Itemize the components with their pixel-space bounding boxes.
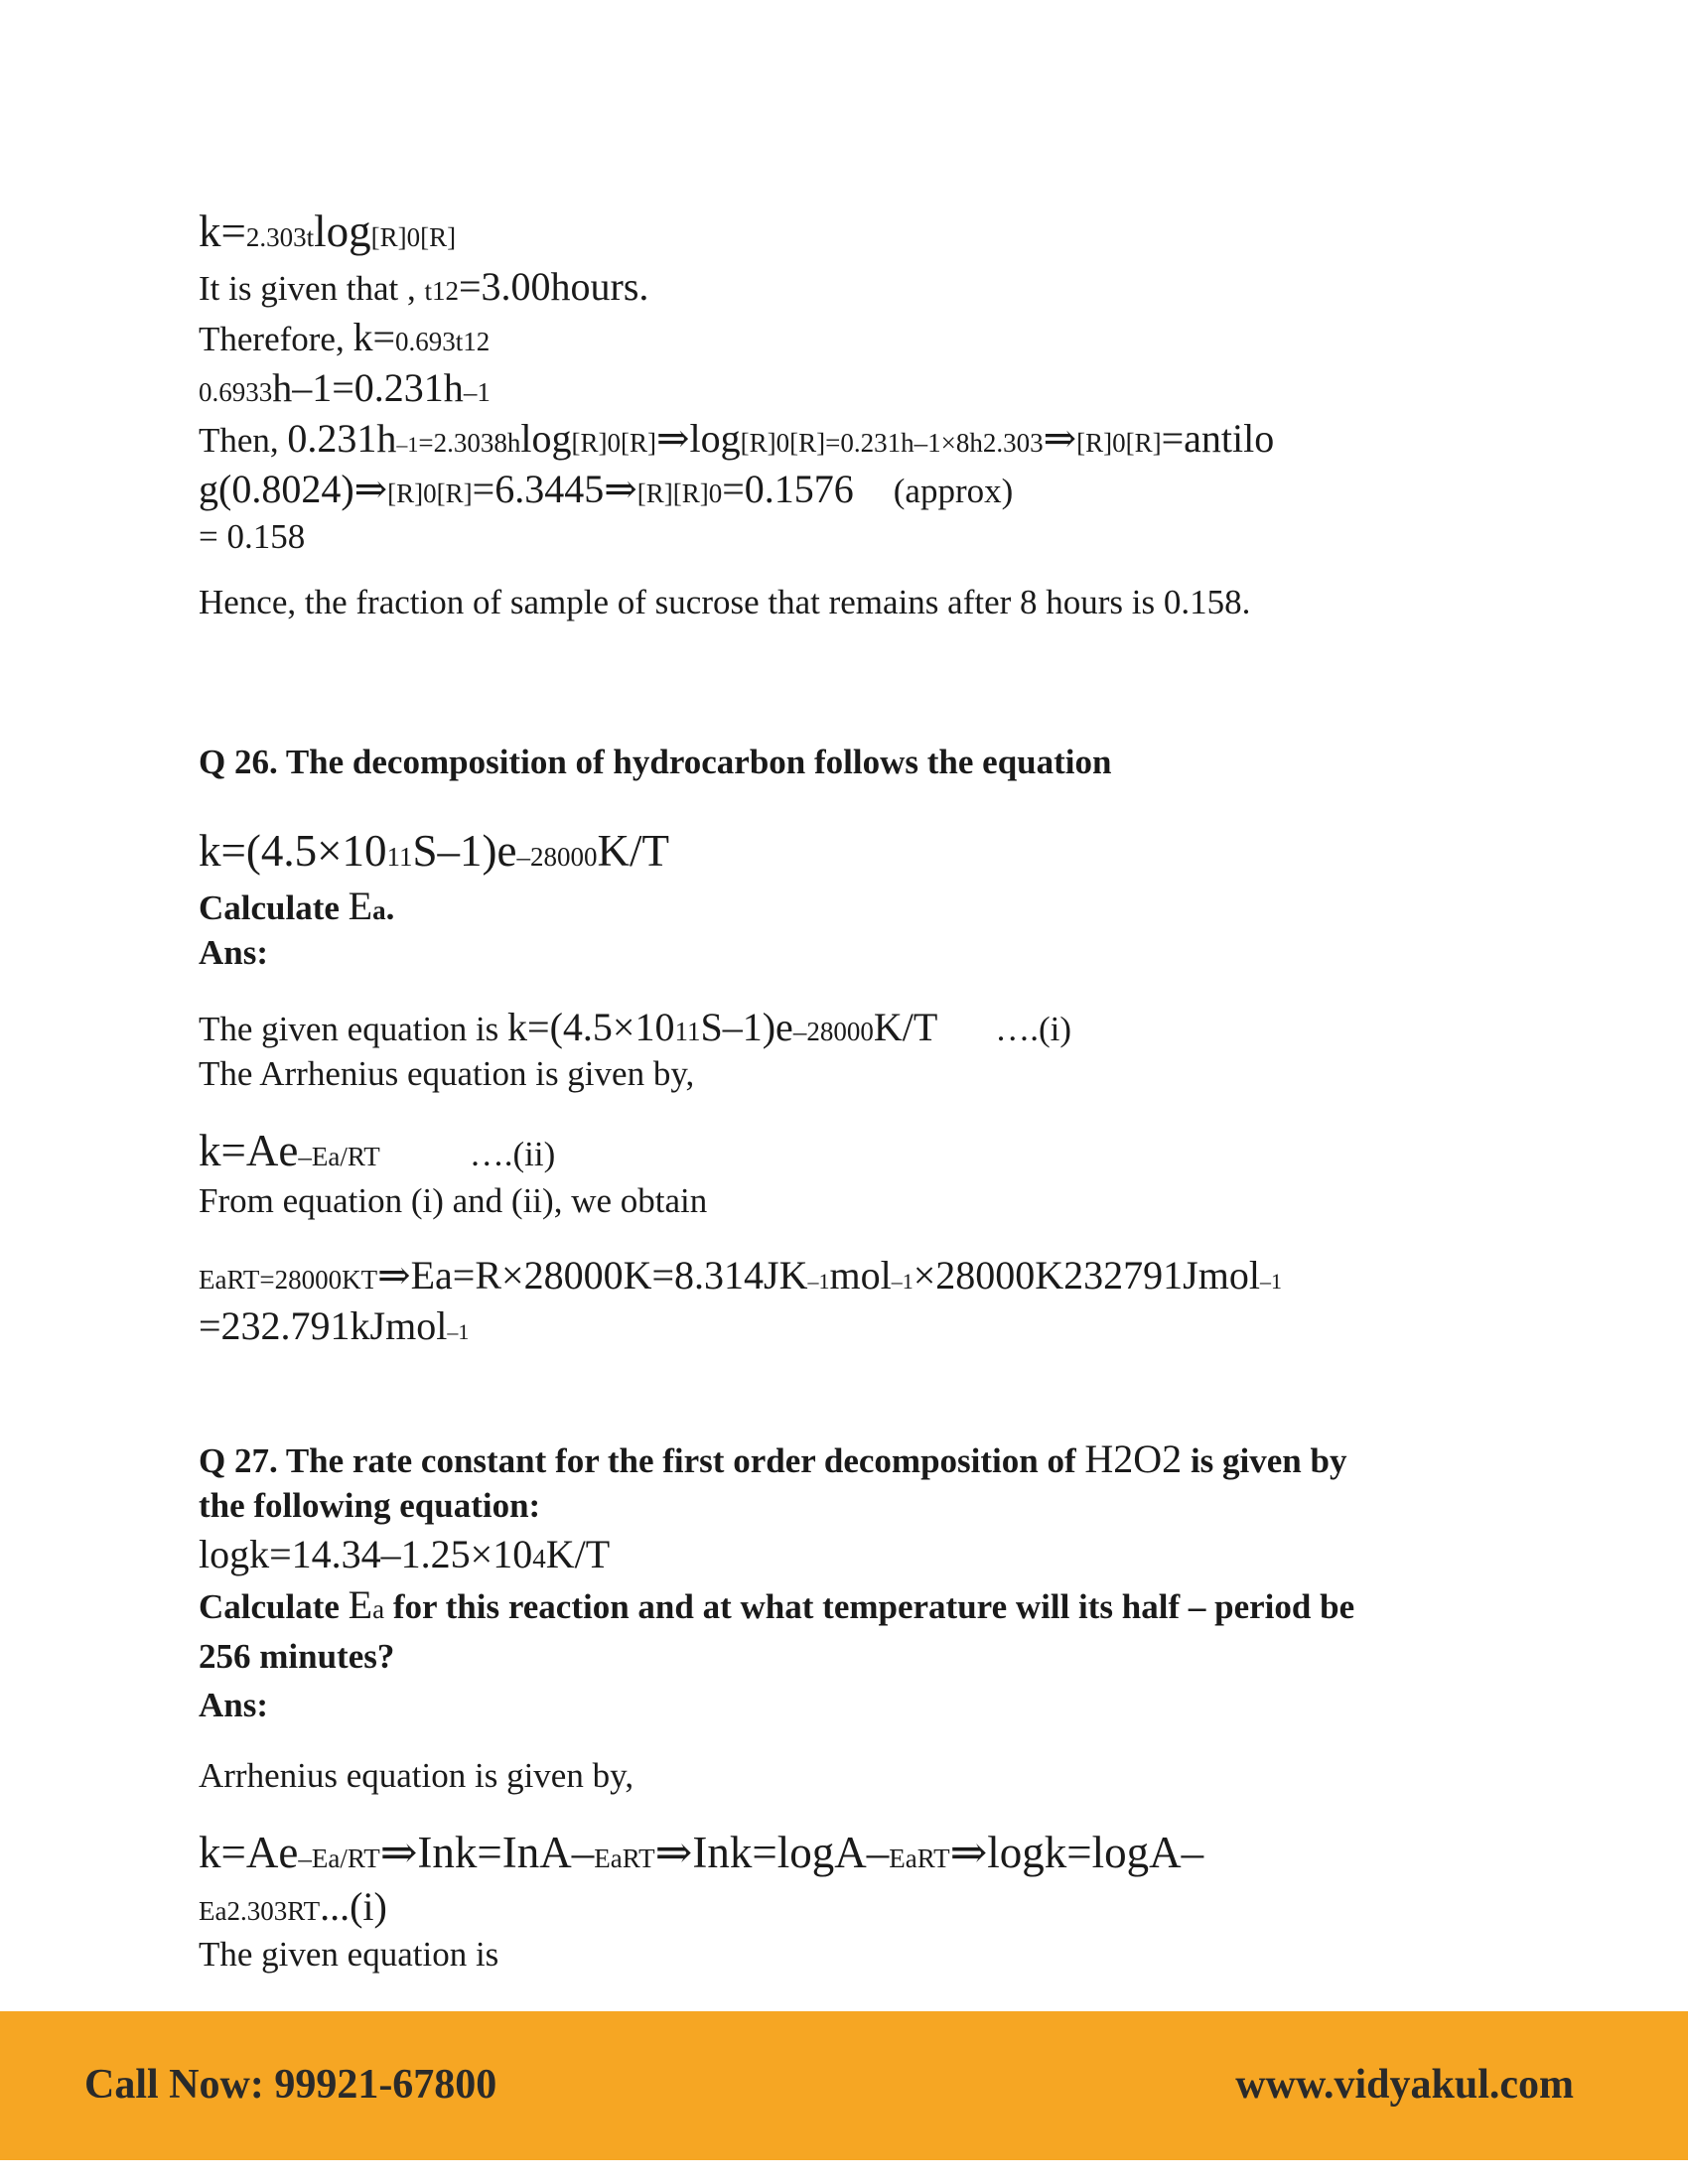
q26-result-kj: =232.791kJmol–1 bbox=[199, 1303, 470, 1349]
q27-arrhenius-derivation: k=Ae–Ea/RT⇒Ink=InA–EaRT⇒Ink=logA–EaRT⇒logk=logA– bbox=[199, 1827, 1204, 1877]
q26-arrhenius-text: The Arrhenius equation is given by, bbox=[199, 1054, 695, 1094]
q26-from-equation: From equation (i) and (ii), we obtain bbox=[199, 1181, 708, 1221]
given-half-life: It is given that , t12=3.00hours. bbox=[199, 263, 649, 309]
q27-title: Q 27. The rate constant for the first order decomposition of H2O2 is given by bbox=[199, 1435, 1347, 1481]
website-link[interactable]: www.vidyakul.com bbox=[1235, 2062, 1574, 2108]
result-value: = 0.158 bbox=[199, 516, 306, 556]
then-equation: Then, 0.231h–1=2.3038hlog[R]0[R]⇒log[R]0[R]=0.231h–1×8h2.303⇒[R]0[R]=antilo bbox=[199, 416, 1275, 462]
q27-ans-label: Ans: bbox=[199, 1686, 269, 1725]
q26-equation: k=(4.5×1011S–1)e–28000K/T bbox=[199, 826, 669, 877]
q26-result: EaRT=28000KT⇒Ea=R×28000K=8.314JK–1mol–1×28000K232791Jmol–1 bbox=[199, 1253, 1282, 1298]
q27-calculate-line2: 256 minutes? bbox=[199, 1637, 395, 1677]
equation-k-formula: k=2.303tlog[R]0[R] bbox=[199, 206, 457, 256]
q26-calculate: Calculate Ea. bbox=[199, 883, 395, 928]
q27-given-equation: The given equation is bbox=[199, 1934, 499, 1974]
hence-conclusion: Hence, the fraction of sample of sucrose that remains after 8 hours is 0.158. bbox=[199, 583, 1251, 622]
q27-equation: logk=14.34–1.25×104K/T bbox=[199, 1531, 611, 1576]
q27-arrhenius-derivation-line2: Ea2.303RT...(i) bbox=[199, 1884, 387, 1930]
q27-calculate: Calculate Ea for this reaction and at what temperature will its half – period be bbox=[199, 1581, 1355, 1627]
q26-title: Q 26. The decomposition of hydrocarbon follows the equation bbox=[199, 742, 1112, 781]
footer-banner bbox=[0, 2011, 1688, 2160]
therefore-k: Therefore, k=0.693t12 bbox=[199, 314, 491, 359]
q27-title-line2: the following equation: bbox=[199, 1485, 541, 1525]
q26-ans-label: Ans: bbox=[199, 933, 269, 973]
q26-given-equation: The given equation is k=(4.5×1011S–1)e–28000K/T ….(i) bbox=[199, 1004, 1072, 1049]
q27-arrhenius-text: Arrhenius equation is given by, bbox=[199, 1756, 634, 1796]
q26-arrhenius-equation: k=Ae–Ea/RT ….(ii) bbox=[199, 1125, 556, 1175]
k-value: 0.6933h–1=0.231h–1 bbox=[199, 364, 491, 410]
call-now-link[interactable]: Call Now: 99921-67800 bbox=[84, 2062, 497, 2108]
antilog-equation: g(0.8024)⇒[R]0[R]=6.3445⇒[R][R]0=0.1576 (approx) bbox=[199, 467, 1014, 512]
page-content bbox=[199, 194, 1509, 1977]
